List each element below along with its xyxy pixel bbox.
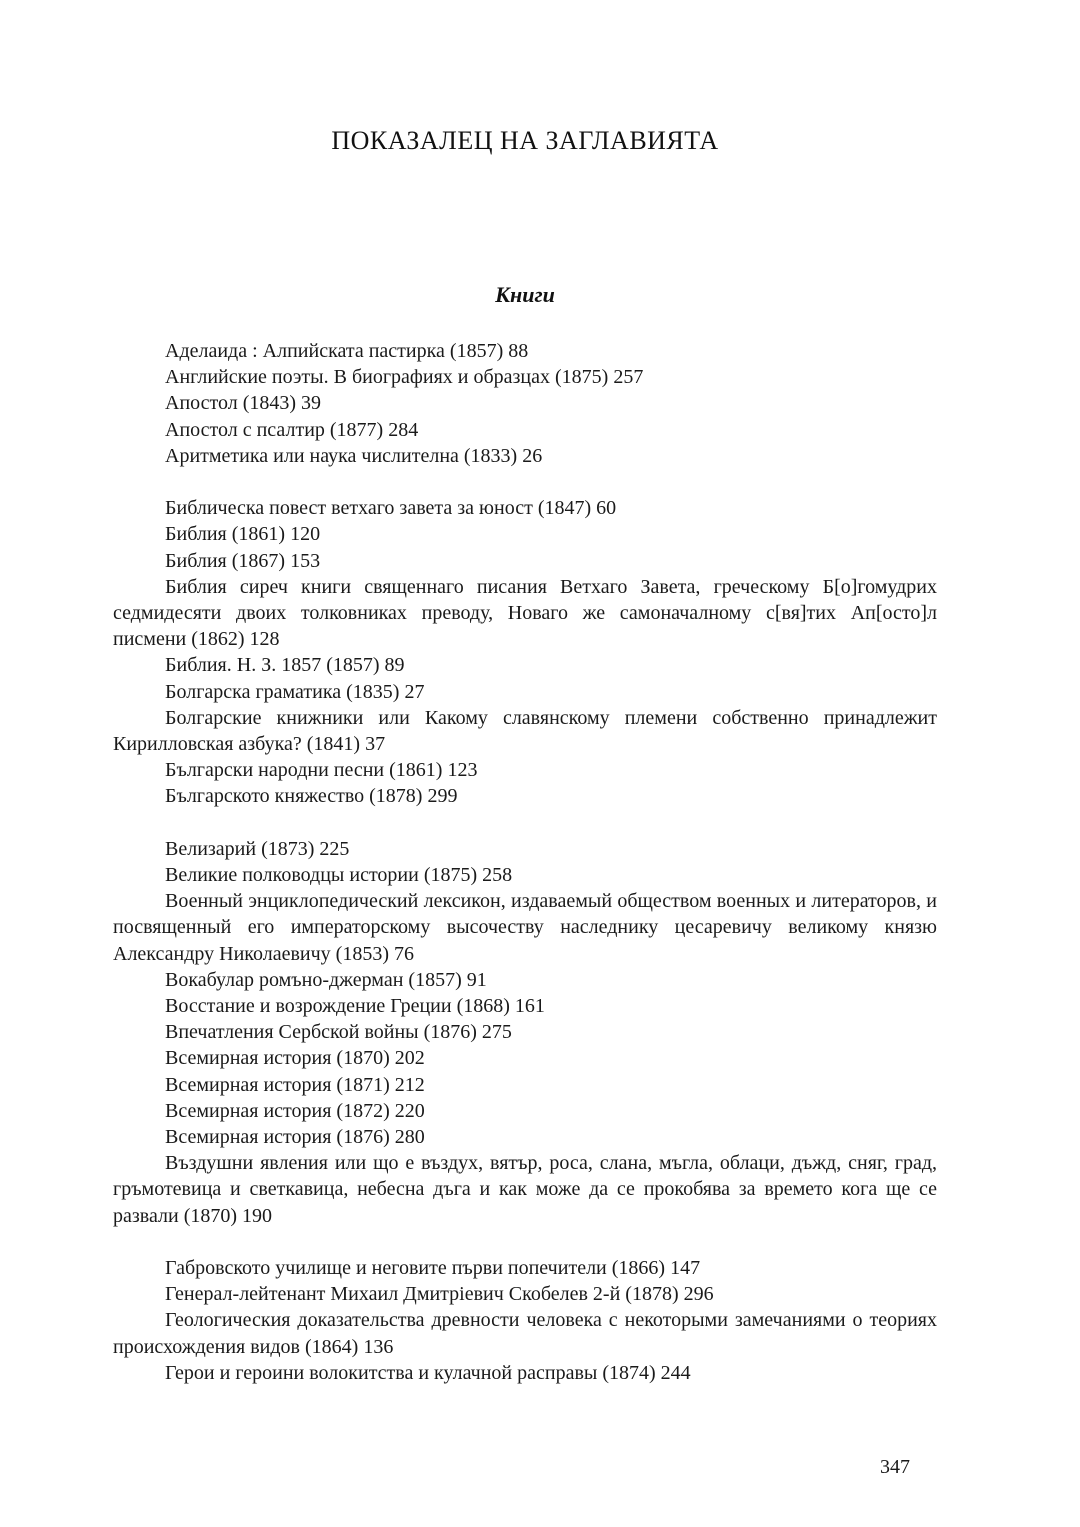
index-entry: Апостол с псалтир (1877) 284 [165,418,419,441]
index-entry: Всемирная история (1876) 280 [165,1126,425,1149]
index-entry: Всемирная история (1872) 220 [165,1099,425,1122]
index-entry: Английские поэты. В биографиях и образцах (1875) 257 [165,366,644,389]
group-spacer [113,810,937,836]
index-entry: Вокабулар ромъно-джерман (1857) 91 [165,968,487,991]
index-entry: Въздушни явления или що е въздух, вятър, роса, слана, мъгла, облаци, дъжд, сняг, град, гръмотевица и светкавица, небесна дъга и как може да се прокобява за времето кога ще се развали (1870) 190 [113,1152,937,1227]
index-entry: Българското княжество (1878) 299 [165,785,458,808]
index-entry: Библия (1861) 120 [165,523,321,546]
index-entry: Апостол (1843) 39 [165,392,322,415]
index-entry: Български народни песни (1861) 123 [165,759,478,782]
group-spacer [113,469,937,495]
index-entry: Великие полководцы истории (1875) 258 [165,864,513,887]
section-title: Книги [495,282,555,307]
index-entry: Генерал-лейтенант Михаил Дмитрiевич Скобелев 2-й (1878) 296 [165,1283,714,1306]
index-entry: Аритметика или наука числителна (1833) 26 [165,444,543,467]
index-entry: Библия. Н. З. 1857 (1857) 89 [165,654,405,677]
group-spacer [113,1229,937,1255]
index-entry: Библия (1867) 153 [165,549,321,572]
index-entry: Болгарска граматика (1835) 27 [165,680,425,703]
index-entry: Габровското училище и неговите първи попечители (1866) 147 [165,1257,701,1280]
index-entry: Аделаида : Алпийската пастирка (1857) 88 [165,340,529,362]
index-entry: Герои и героини волокитства и кулачной расправы (1874) 244 [165,1361,691,1384]
index-entries [113,338,937,1386]
page-title: ПОКАЗАЛЕЦ НА ЗАГЛАВИЯТА [331,126,719,155]
index-entry: Военный энциклопедический лексикон, издаваемый обществом военных и литераторов, и посвященный его императорскому высочеству наследнику цесаревичу великому князю Александру Николаевичу (1853) 76 [113,890,937,965]
index-entry: Велизарий (1873) 225 [165,837,350,860]
index-entry: Геологическия доказательства древности человека с некоторыми замечаниями о теориях происхождения видов (1864) 136 [113,1309,937,1358]
index-entry: Болгарские книжники или Какому славянскому племени собственно принадлежит Кирилловская азбука? (1841) 37 [113,706,937,756]
index-entry: Всемирная история (1870) 202 [165,1047,425,1070]
page-number: 347 [880,1456,910,1478]
index-entry: Восстание и возрождение Греции (1868) 161 [165,995,545,1018]
index-entry: Всемирная история (1871) 212 [165,1073,425,1096]
index-entry: Впечатления Сербской войны (1876) 275 [165,1021,512,1044]
index-entry: Библия сиреч книги священнаго писания Ветхаго Завета, греческому Б[о]гомудрих седмидесяти двоих толковниках преводу, Новаго же самоначалному с[вя]тих Ап[осто]л писмени (1862) 128 [113,575,937,651]
index-entry: Библическа повест ветхаго завета за юност (1847) 60 [165,497,617,520]
